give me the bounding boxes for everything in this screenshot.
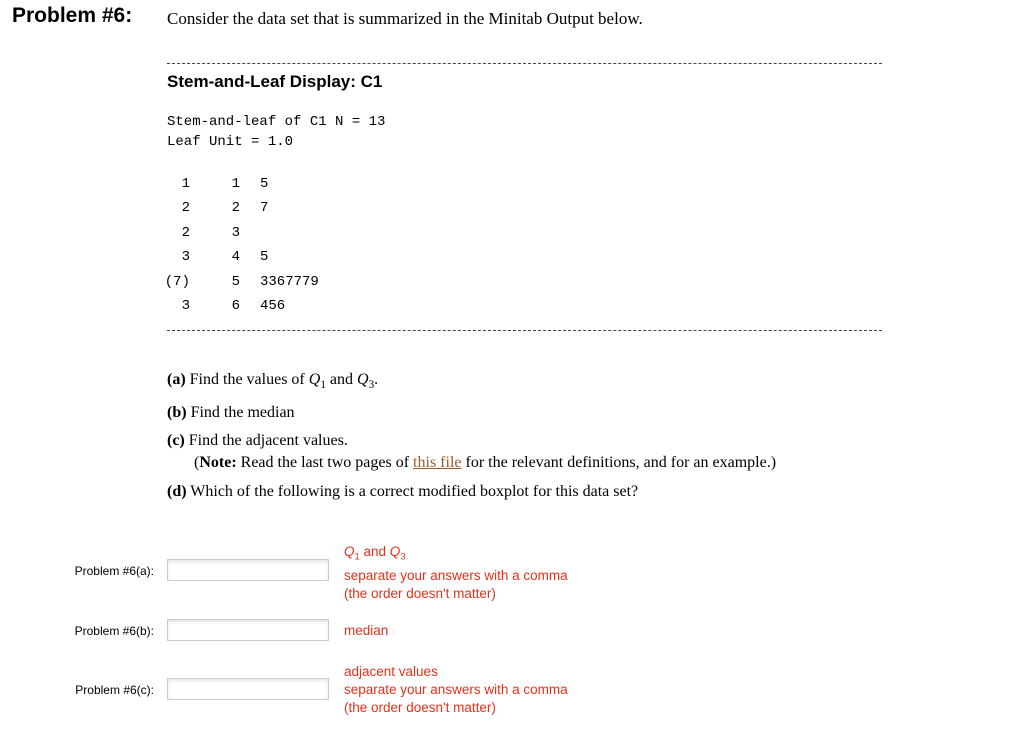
minitab-title: Stem-and-Leaf Display: C1 (167, 72, 383, 91)
hint-and: and (359, 544, 390, 559)
question-a-tag: (a) (167, 371, 186, 388)
stem-leaf-stem: 3 (231, 224, 240, 241)
hint-q3: Q (389, 544, 401, 559)
question-c (167, 432, 348, 450)
stem-leaf-leaves: 5 (260, 249, 269, 266)
problem-label: Problem #6: (12, 4, 133, 27)
answer-a-hint-q (344, 543, 568, 567)
answer-b-label: Problem #6(b): (74, 624, 154, 638)
note (194, 454, 776, 472)
question-a (167, 371, 378, 391)
hint-q3-sub: 3 (400, 551, 406, 563)
answer-a-label: Problem #6(a): (74, 564, 154, 578)
hint-q1: Q (344, 544, 355, 559)
answer-b-hint: median (344, 623, 389, 638)
answer-c-input[interactable] (167, 678, 329, 700)
q3-sub: 3 (368, 379, 375, 392)
answer-a-input[interactable] (167, 559, 329, 581)
note-paren: ( (194, 454, 200, 471)
question-c-tag: (c) (167, 432, 185, 449)
answer-b-input[interactable] (167, 619, 329, 641)
leaf-unit: Leaf Unit = 1.0 (167, 134, 294, 150)
hint-q1-sub: 1 (354, 551, 360, 563)
note-text: Read the last two pages of (236, 454, 414, 471)
stem-leaf-leaves: 5 (260, 176, 269, 192)
stem-leaf-header: Stem-and-leaf of C1 N = 13 (167, 114, 386, 130)
question-a-text: Find the values of (189, 371, 309, 388)
and-text: and (325, 371, 358, 388)
stem-leaf-depth: 2 (181, 224, 190, 241)
period: . (374, 371, 379, 388)
question-d (167, 483, 638, 501)
divider-top (167, 63, 882, 64)
answer-c-hint (344, 663, 568, 717)
stem-leaf-depth: 3 (181, 249, 190, 266)
stem-leaf-stem: 5 (231, 273, 240, 290)
divider-bottom (167, 330, 882, 331)
stem-leaf-stem: 4 (231, 249, 240, 266)
question-d-text: Which of the following is a correct modified boxplot for this data set? (190, 483, 639, 500)
answer-c-hint-1: adjacent values (344, 664, 438, 679)
q1-sub: 1 (320, 379, 326, 392)
stem-leaf-stem: 6 (231, 298, 240, 314)
question-b-tag: (b) (167, 404, 187, 421)
problem-intro: Consider the data set that is summarized in the Minitab Output below. (167, 9, 643, 28)
stem-leaf-depth: (7) (164, 273, 190, 290)
note-tag: Note: (199, 454, 237, 471)
stem-leaf-leaves: 3367779 (260, 273, 319, 290)
answer-c-label: Problem #6(c): (75, 683, 154, 697)
answer-a-hint-3: (the order doesn't matter) (344, 585, 496, 601)
stem-leaf-stem: 1 (231, 176, 240, 192)
q3-symbol: Q (357, 371, 369, 388)
question-b (167, 404, 295, 422)
this-file-link[interactable]: this file (413, 454, 462, 471)
answer-c-hint-3: (the order doesn't matter) (344, 700, 496, 715)
question-b-text: Find the median (190, 404, 295, 421)
answer-c-hint-2: separate your answers with a comma (344, 682, 568, 697)
stem-leaf-stem: 2 (231, 200, 240, 217)
answer-a-hint (344, 543, 568, 603)
stem-leaf-leaves: 7 (260, 200, 269, 217)
stem-leaf-depth: 1 (181, 176, 190, 192)
q1-symbol: Q (308, 371, 321, 388)
question-d-tag: (d) (167, 483, 187, 500)
stem-leaf-depth: 3 (181, 298, 190, 314)
question-c-text: Find the adjacent values. (188, 432, 348, 449)
note-text-end: for the relevant definitions, and for an example.) (461, 454, 777, 471)
stem-leaf-depth: 2 (181, 200, 190, 217)
answer-a-hint-2: separate your answers with a comma (344, 567, 568, 583)
stem-leaf-leaves: 456 (260, 298, 286, 314)
